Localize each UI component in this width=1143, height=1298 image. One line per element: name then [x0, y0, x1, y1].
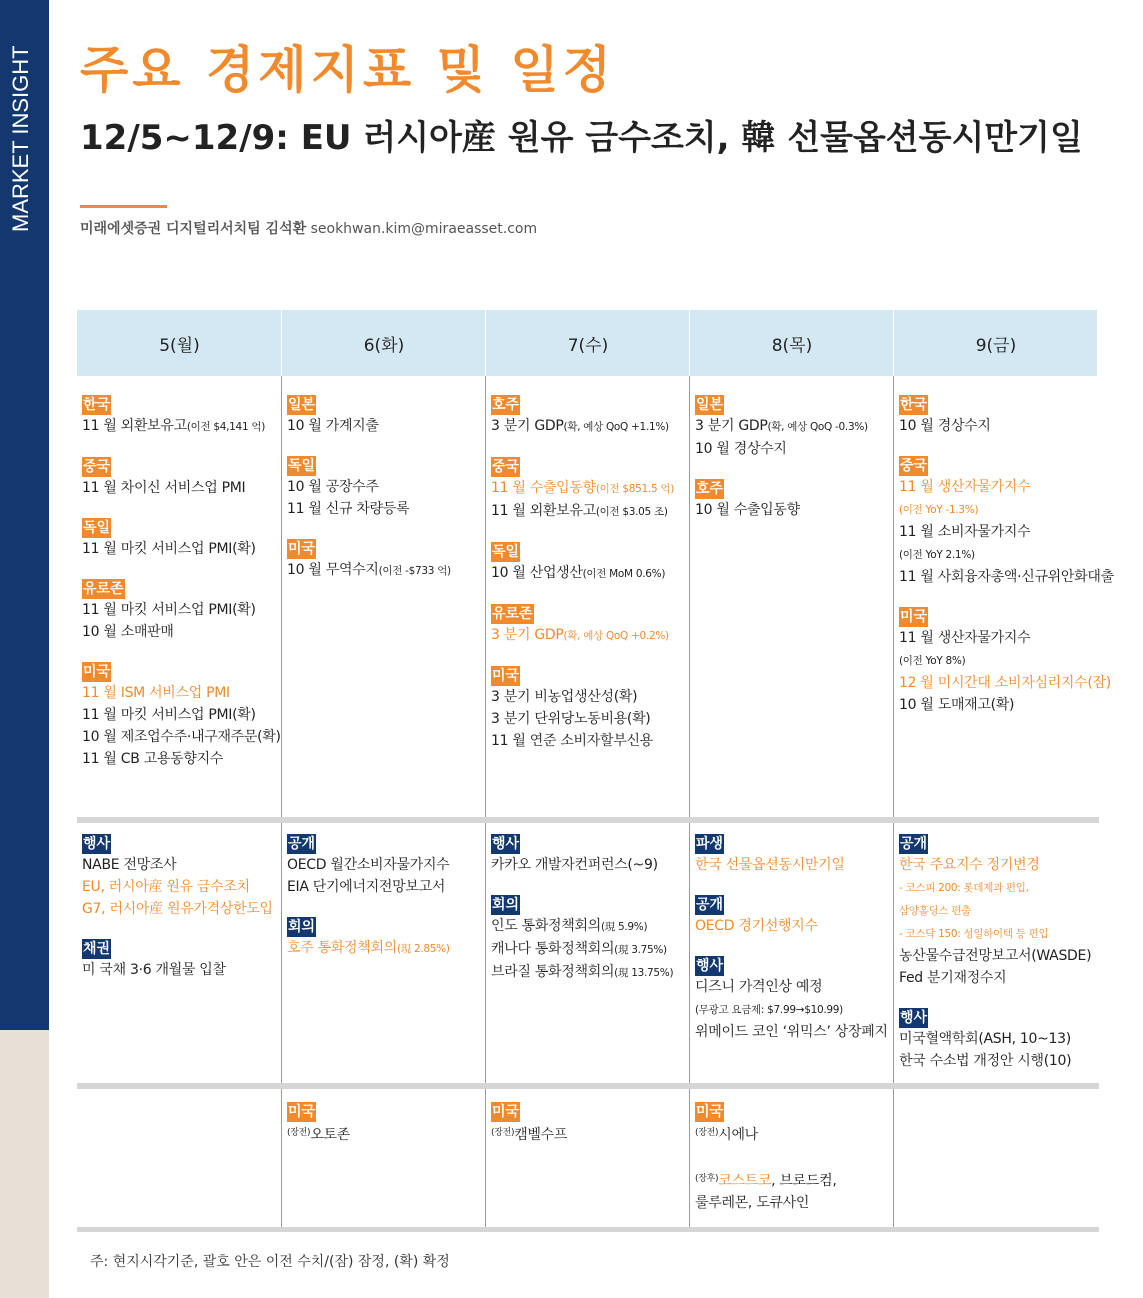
day-cell [689, 1089, 893, 1227]
schedule-group [695, 894, 889, 937]
day-cell [77, 376, 281, 817]
item-text: 삼양홀딩스 편출 [899, 905, 971, 917]
schedule-group [82, 578, 277, 643]
schedule-item [899, 694, 1093, 716]
day-cell [77, 1089, 281, 1227]
item-text: 11 월 소비자물가지수 [899, 524, 1031, 540]
item-detail: (확, 예상 QoQ -0.3%) [767, 421, 868, 433]
schedule-group [491, 665, 685, 752]
item-text: 3 분기 GDP [695, 418, 768, 434]
schedule-item [491, 730, 685, 752]
day-cell [893, 376, 1114, 817]
schedule-item [491, 915, 685, 938]
schedule-group [287, 833, 481, 898]
category-tag: 파생 [696, 836, 724, 852]
item-text: 10 월 공장수주 [287, 479, 379, 495]
item-text: 위메이드 코인 ‘위믹스’ 상장폐지 [695, 1024, 888, 1040]
schedule-item [899, 498, 1093, 521]
item-text: Fed 분기재정수지 [899, 970, 1007, 986]
item-text: 한국 수소법 개정안 시행(10) [899, 1053, 1072, 1069]
schedule-item [899, 1050, 1093, 1072]
category-tag: 미국 [83, 664, 111, 680]
schedule-item [287, 1122, 481, 1146]
item-detail: (現 2.85%) [396, 943, 450, 955]
session-marker: (장전) [695, 1128, 719, 1138]
schedule-item [491, 500, 685, 523]
schedule-group [82, 517, 277, 560]
schedule-item [82, 477, 277, 499]
session-marker: (장전) [287, 1128, 311, 1138]
category-tag: 미국 [492, 668, 520, 684]
category-tag: 한국 [83, 397, 111, 413]
category-tag: 공개 [696, 897, 724, 913]
schedule-item [82, 704, 277, 726]
item-text: (무광고 요금제: $7.99→$10.99) [695, 1004, 843, 1016]
category-tag: 일본 [288, 397, 316, 413]
item-detail: (이전 -$733 억) [378, 565, 451, 577]
item-text: 11 월 생산자물가지수 [899, 630, 1031, 646]
category-tag: 행사 [83, 836, 111, 852]
day-cell [77, 823, 281, 1083]
category-tag: 일본 [696, 397, 724, 413]
page-title: 주요 경제지표 및 일정 [80, 41, 615, 99]
author-org: 미래에셋증권 디지털리서치팀 김석환 [80, 221, 307, 237]
schedule-item [491, 477, 685, 500]
day-cell [281, 823, 485, 1083]
category-tag: 독일 [492, 544, 520, 560]
schedule-item [899, 566, 1114, 588]
item-text: 10 월 제조업수주·내구재주문(확) [82, 729, 281, 745]
schedule-item [82, 876, 277, 898]
category-tag: 호주 [696, 481, 724, 497]
schedule-item [899, 967, 1093, 989]
schedule-item [491, 961, 685, 984]
item-text: - 코스닥 150: 성일하이텍 등 편입 [899, 928, 1049, 940]
item-text: 10 월 경상수지 [899, 418, 991, 434]
category-tag: 미국 [696, 1104, 724, 1120]
category-tag: 채권 [83, 941, 111, 957]
category-tag: 행사 [492, 836, 520, 852]
day-cell [485, 1089, 689, 1227]
item-detail: (이전 $851.5 억) [595, 483, 674, 495]
schedule-group [899, 394, 1093, 437]
schedule-group [491, 456, 685, 523]
schedule-item [695, 438, 889, 460]
item-text: 11 월 마킷 서비스업 PMI(확) [82, 707, 256, 723]
schedule-item [695, 976, 889, 998]
item-text: - 코스피 200: 롯데제과 편입, [899, 882, 1029, 894]
schedule-item [899, 876, 1093, 899]
schedule-item [491, 415, 685, 438]
item-text: 10 월 산업생산 [491, 565, 583, 581]
schedule-item [899, 627, 1093, 649]
schedule-group [287, 916, 481, 960]
category-tag: 중국 [83, 459, 111, 475]
schedule-group [695, 955, 889, 1043]
category-tag: 중국 [492, 459, 520, 475]
item-text: OECD 경기선행지수 [695, 918, 818, 934]
item-text: G7, 러시아産 원유가격상한도입 [82, 901, 273, 917]
item-text: 12 월 미시간대 소비자심리지수(잠) [899, 675, 1111, 691]
category-tag: 호주 [492, 397, 520, 413]
item-text: 한국 선물옵션동시만기일 [695, 857, 845, 873]
category-tag: 행사 [696, 958, 724, 974]
schedule-item [491, 938, 685, 961]
item-text: 미국혈액학회(ASH, 10~13) [899, 1031, 1071, 1047]
item-text: 10 월 도매재고(확) [899, 697, 1015, 713]
schedule-item [899, 945, 1093, 967]
item-text: 한국 주요지수 정기변경 [899, 857, 1040, 873]
item-text: 11 월 외환보유고 [491, 503, 596, 519]
schedule-item [82, 748, 277, 770]
day-header: 8(목) [689, 310, 893, 376]
item-text: 브라질 통화정책회의 [491, 964, 615, 980]
item-text: 농산물수급전망보고서(WASDE) [899, 948, 1092, 964]
item-text: 코스트코 [718, 1173, 772, 1189]
schedule-item [899, 543, 1093, 566]
item-tail: , 브로드컴, [771, 1173, 837, 1189]
schedule-item [695, 499, 889, 521]
item-text: 3 분기 GDP [491, 418, 564, 434]
category-tag: 한국 [900, 397, 928, 413]
schedule-item [695, 915, 889, 937]
category-tag: 미국 [492, 1104, 520, 1120]
item-text: 호주 통화정책회의 [287, 940, 397, 956]
indicators-row [77, 376, 1114, 817]
category-tag: 행사 [900, 1010, 928, 1026]
item-text: 11 월 CB 고용동향지수 [82, 751, 224, 767]
item-text: (이전 YoY 8%) [899, 655, 966, 667]
session-marker: (장전) [491, 1128, 515, 1138]
schedule-item [82, 959, 277, 981]
schedule-group [287, 394, 481, 437]
schedule-group [82, 394, 277, 438]
item-detail: (이전 $3.05 조) [595, 506, 668, 518]
item-text: 3 분기 비농업생산성(확) [491, 689, 638, 705]
schedule-group [695, 1101, 889, 1214]
schedule-item [491, 562, 685, 585]
schedule-item [491, 686, 685, 708]
schedule-item [899, 899, 1093, 922]
schedule-item [899, 521, 1093, 543]
item-text: OECD 월간소비자물가지수 [287, 857, 450, 873]
schedule-item [287, 476, 481, 498]
item-text: 10 월 무역수지 [287, 562, 379, 578]
item-text: 룰루레몬, 도큐사인 [695, 1195, 810, 1211]
item-text: EIA 단기에너지전망보고서 [287, 879, 446, 895]
schedule-item [899, 415, 1093, 437]
schedule-item [899, 854, 1093, 876]
schedule-item [899, 672, 1111, 694]
day-header: 7(수) [485, 310, 689, 376]
item-text: 11 월 신규 차량등록 [287, 501, 410, 517]
category-tag: 공개 [900, 836, 928, 852]
events-row [77, 823, 1099, 1083]
category-tag: 회의 [288, 919, 316, 935]
category-tag: 유로존 [492, 606, 533, 622]
calendar-header-row [77, 310, 1099, 376]
item-text: 시에나 [718, 1127, 758, 1143]
schedule-group [899, 606, 1111, 716]
schedule-item [82, 538, 277, 560]
schedule-item [82, 854, 277, 876]
schedule-group [899, 833, 1093, 989]
item-text: 미 국채 3·6 개월물 입찰 [82, 962, 226, 978]
day-header: 6(화) [281, 310, 485, 376]
item-text: 캠벨수프 [514, 1127, 568, 1143]
schedule-item [82, 726, 281, 748]
schedule-item [899, 649, 1093, 672]
day-header: 5(월) [77, 310, 281, 376]
schedule-item [491, 708, 685, 730]
category-tag: 독일 [288, 458, 316, 474]
schedule-item [287, 415, 481, 437]
schedule-item [287, 876, 481, 898]
item-detail: (확, 예상 QoQ +0.2%) [563, 630, 669, 642]
category-tag: 미국 [900, 609, 928, 625]
schedule-group [491, 833, 685, 876]
schedule-item [82, 599, 277, 621]
schedule-group [491, 1101, 685, 1146]
item-text: 11 월 연준 소비자할부신용 [491, 733, 653, 749]
day-header: 9(금) [893, 310, 1097, 376]
sidebar [0, 0, 49, 1030]
category-tag: 유로존 [83, 581, 124, 597]
item-text: 10 월 소매판매 [82, 624, 174, 640]
item-text: (이전 YoY 2.1%) [899, 549, 975, 561]
schedule-item [491, 854, 685, 876]
item-text: NABE 전망조사 [82, 857, 177, 873]
schedule-group [899, 455, 1114, 588]
item-detail: (이전 $4,141 억) [186, 421, 265, 433]
schedule-item [695, 1021, 889, 1043]
schedule-item [695, 1192, 889, 1214]
item-text: 11 월 외환보유고 [82, 418, 187, 434]
session-marker: (장후) [695, 1174, 719, 1184]
category-tag: 미국 [288, 1104, 316, 1120]
sidebar-bottom [0, 1030, 49, 1298]
schedule-group [491, 541, 685, 585]
day-cell [485, 376, 689, 817]
author-line [80, 218, 537, 238]
calendar-table [77, 310, 1114, 1232]
schedule-item [82, 621, 277, 643]
schedule-group [899, 1007, 1093, 1072]
category-tag: 회의 [492, 897, 520, 913]
earnings-row [77, 1089, 1099, 1227]
sidebar-label: MARKET INSIGHT [8, 45, 33, 232]
item-detail: (확, 예상 QoQ +1.1%) [563, 421, 669, 433]
schedule-item [695, 1168, 889, 1192]
day-cell [689, 823, 893, 1083]
item-text: 11 월 ISM 서비스업 PMI [82, 685, 230, 701]
schedule-item [695, 998, 889, 1021]
schedule-item [82, 898, 277, 920]
accent-bar [80, 205, 167, 208]
item-text: 11 월 생산자물가지수 [899, 479, 1031, 495]
day-cell [485, 823, 689, 1083]
schedule-item [899, 1028, 1093, 1050]
category-tag: 독일 [83, 520, 111, 536]
schedule-item [287, 559, 481, 582]
item-text: 카카오 개발자컨퍼런스(~9) [491, 857, 658, 873]
footnote: 주: 현지시각기준, 괄호 안은 이전 수치/(잠) 잠정, (확) 확정 [90, 1254, 450, 1270]
item-text: 11 월 사회융자총액·신규위안화대출 [899, 569, 1114, 585]
schedule-item [287, 937, 481, 960]
schedule-item [82, 682, 277, 704]
category-tag: 미국 [288, 541, 316, 557]
schedule-item [491, 1122, 685, 1146]
schedule-item [695, 415, 889, 438]
item-text: 11 월 마킷 서비스업 PMI(확) [82, 541, 256, 557]
schedule-group [82, 456, 277, 499]
schedule-item [287, 498, 481, 520]
item-detail: (이전 MoM 0.6%) [582, 568, 666, 580]
item-detail: (現 3.75%) [614, 944, 667, 956]
item-text: 10 월 경상수지 [695, 441, 787, 457]
item-text: 3 분기 GDP [491, 627, 564, 643]
item-detail: (現 13.75%) [614, 967, 674, 979]
item-text: 10 월 가계지출 [287, 418, 379, 434]
category-tag: 중국 [900, 458, 928, 474]
schedule-item [82, 415, 277, 438]
schedule-group [491, 394, 685, 438]
day-cell [281, 1089, 485, 1227]
table-bottom-line [77, 1227, 1099, 1232]
item-text: 11 월 마킷 서비스업 PMI(확) [82, 602, 256, 618]
schedule-group [695, 833, 889, 876]
item-text: 11 월 차이신 서비스업 PMI [82, 480, 246, 496]
schedule-item [899, 922, 1093, 945]
item-text: 디즈니 가격인상 예정 [695, 979, 823, 995]
item-text: (이전 YoY -1.3%) [899, 504, 979, 516]
schedule-group [82, 833, 277, 920]
item-text: 11 월 수출입동향 [491, 480, 596, 496]
page-subtitle: 12/5~12/9: EU 러시아産 원유 금수조치, 韓 선물옵션동시만기일 [80, 118, 1083, 158]
item-text: EU, 러시아産 원유 금수조치 [82, 879, 250, 895]
day-cell [281, 376, 485, 817]
author-email[interactable]: seokhwan.kim@miraeasset.com [310, 221, 538, 237]
category-tag: 공개 [288, 836, 316, 852]
schedule-group [695, 394, 889, 460]
schedule-item [899, 476, 1093, 498]
item-text: 3 분기 단위당노동비용(확) [491, 711, 651, 727]
item-detail: (現 5.9%) [600, 921, 648, 933]
item-text: 인도 통화정책회의 [491, 918, 601, 934]
schedule-group [287, 1101, 481, 1146]
schedule-item [695, 1122, 889, 1146]
schedule-item [287, 854, 481, 876]
item-text: 오토존 [310, 1127, 350, 1143]
schedule-group [491, 894, 685, 984]
schedule-group [695, 478, 889, 521]
day-cell [893, 1089, 1097, 1227]
item-text: 10 월 수출입동향 [695, 502, 800, 518]
day-cell [893, 823, 1097, 1083]
item-text: 캐나다 통화정책회의 [491, 941, 615, 957]
schedule-group [287, 455, 481, 520]
schedule-group [287, 538, 481, 582]
day-cell [689, 376, 893, 817]
schedule-group [491, 603, 685, 647]
schedule-item [695, 854, 889, 876]
schedule-group [82, 938, 277, 981]
schedule-item [695, 1146, 889, 1168]
schedule-group [82, 661, 281, 770]
schedule-item [491, 624, 685, 647]
